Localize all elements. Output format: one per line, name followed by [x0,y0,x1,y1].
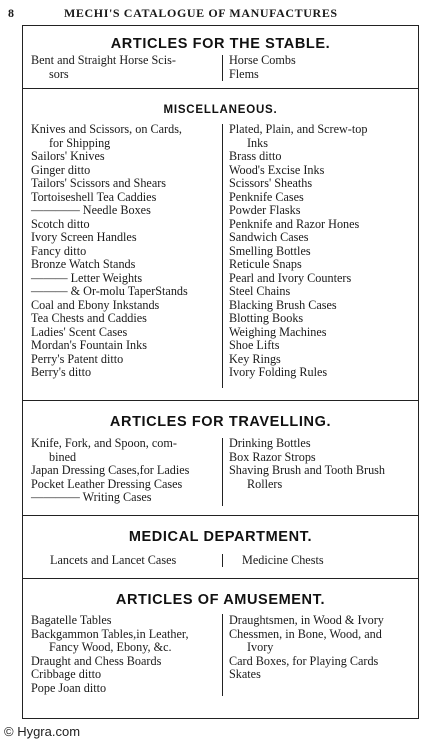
column-divider [222,614,223,696]
list-item: Bronze Watch Stands [31,257,136,271]
amusement-right-column [229,614,384,682]
list-item: ——— Letter Weights [31,270,143,285]
list-item: Drinking Bottles [229,436,311,450]
list-item: Shaving Brush and Tooth Brush [229,463,386,477]
list-item: Backgammon Tables,in Leather, [31,626,189,641]
list-item: Pocket Leather Dressing Cases [31,476,183,491]
list-item: Ginger ditto [31,162,91,177]
list-item: Smelling Bottles [229,243,311,258]
section-title-amusement: ARTICLES OF AMUSEMENT. [115,592,326,608]
list-item: Card Boxes, for Playing Cards [229,653,379,668]
list-item: bined [49,449,77,464]
list-item: Key Rings [229,351,281,366]
list-item: Knife, Fork, and Spoon, com- [31,436,177,450]
list-item: Powder Flasks [229,203,301,217]
section-rule [22,400,419,401]
section-title-miscellaneous: MISCELLANEOUS. [163,104,278,116]
list-item: sors [49,66,69,81]
list-item: Penknife and Razor Hones [229,216,360,231]
medical-right-item: Medicine Chests [242,553,324,567]
list-item: for Shipping [49,135,111,150]
copyright-watermark: © Hygra.com [4,724,81,739]
list-item: Fancy Wood, Ebony, &c. [49,640,172,654]
list-item: Rollers [247,476,283,491]
list-item: Bagatelle Tables [31,613,112,627]
list-item: Draught and Chess Boards [31,653,162,668]
list-item: Perry's Patent ditto [31,351,124,366]
column-divider [222,55,223,81]
list-item: Draughtsmen, in Wood & Ivory [229,613,384,627]
section-rule [22,515,419,516]
amusement-left-column [31,614,189,695]
list-item: Coal and Ebony Inkstands [31,297,160,312]
stable-right-column [229,54,296,81]
medical-left-item: Lancets and Lancet Cases [50,553,177,567]
list-item: Mordan's Fountain Inks [31,338,147,352]
list-item: Ladies' Scent Cases [31,324,128,339]
list-item: Sandwich Cases [229,230,309,244]
travelling-right-column [229,437,385,491]
section-title-stable: ARTICLES FOR THE STABLE. [110,36,331,52]
list-item: Bent and Straight Horse Scis- [31,53,176,67]
list-item: Flems [229,66,259,81]
column-divider [222,554,223,567]
list-item: Blacking Brush Cases [229,297,337,312]
list-item: Berry's ditto [31,365,92,379]
list-item: Horse Combs [229,53,296,67]
list-item: Sailors' Knives [31,149,105,163]
column-divider [222,124,223,388]
list-item: Pope Joan ditto [31,680,107,695]
section-rule [22,578,419,579]
travelling-left-column [31,437,189,505]
list-item: Chessmen, in Bone, Wood, and [229,626,382,641]
list-item: Tailors' Scissors and Shears [31,176,167,190]
list-item: Fancy ditto [31,243,87,258]
list-item: ———— Writing Cases [31,490,152,504]
running-head [6,3,418,23]
list-item: Box Razor Strops [229,449,316,464]
list-item: Scissors' Sheaths [229,176,313,190]
list-item: Reticule Snaps [229,257,302,271]
list-item: ——— & Or-molu TaperStands [31,284,188,298]
list-item: Inks [247,135,268,150]
list-item: Japan Dressing Cases,for Ladies [31,463,190,477]
column-divider [222,438,223,506]
list-item: Scotch ditto [31,216,90,231]
stable-left-column [31,54,176,81]
section-rule [22,88,419,89]
running-title: MECHI'S CATALOGUE OF MANUFACTURES [64,6,338,20]
list-item: Ivory Screen Handles [31,230,137,244]
list-item: Wood's Excise Inks [229,162,325,177]
list-item: Tea Chests and Caddies [31,311,147,325]
list-item: Blotting Books [229,311,304,325]
misc-right-column [229,123,367,380]
list-item: Ivory Folding Rules [229,365,328,379]
list-item: Penknife Cases [229,189,304,204]
list-item: Plated, Plain, and Screw-top [229,122,368,136]
list-item: ———— Needle Boxes [31,203,151,217]
section-title-travelling: ARTICLES FOR TRAVELLING. [109,414,332,430]
misc-left-column [31,123,188,380]
list-item: Shoe Lifts [229,338,280,352]
list-item: Ivory [247,640,274,654]
list-item: Skates [229,667,261,681]
list-item: Tortoiseshell Tea Caddies [31,189,157,204]
list-item: Cribbage ditto [31,667,102,681]
list-item: Brass ditto [229,149,282,163]
list-item: Pearl and Ivory Counters [229,270,352,285]
list-item: Steel Chains [229,284,291,298]
list-item: Weighing Machines [229,324,327,339]
list-item: Knives and Scissors, on Cards, [31,122,182,136]
section-title-medical: MEDICAL DEPARTMENT. [128,529,313,545]
page-number: 8 [8,6,14,20]
